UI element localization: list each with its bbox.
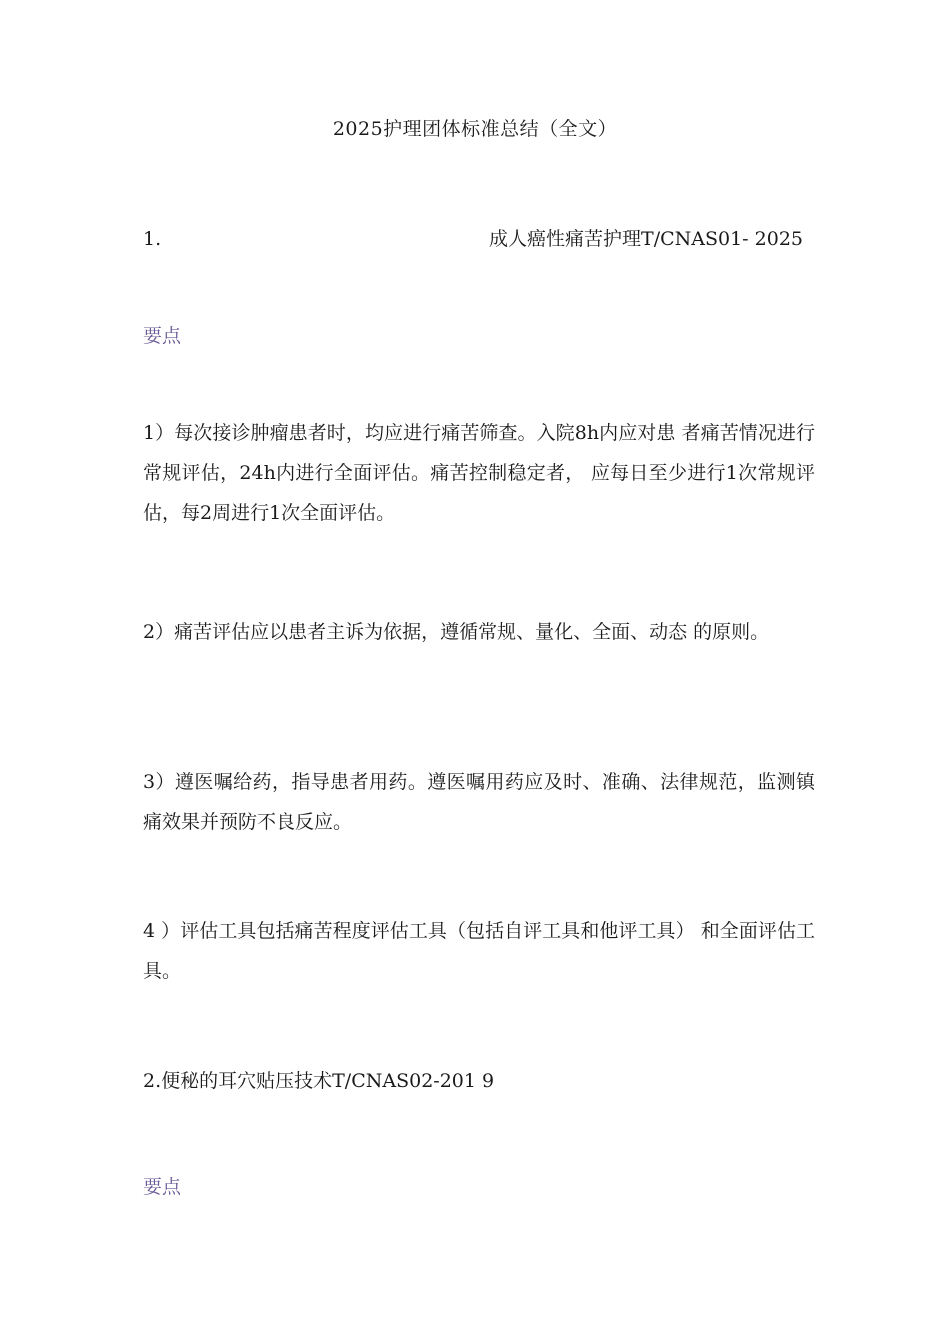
section-1-number: 1. xyxy=(143,228,162,250)
section-1-title: 成人癌性痛苦护理T/CNAS01- 2025 xyxy=(489,228,803,250)
section-1-point-3: 3）遵医嘱给药，指导患者用药。遵医嘱用药应及时、准确、法律规范，监测镇痛效果并预防不良反应。 xyxy=(143,771,815,833)
section-1-point-2: 2）痛苦评估应以患者主诉为依据，遵循常规、量化、全面、动态 的原则。 xyxy=(143,621,770,643)
section-2-title: 2.便秘的耳穴贴压技术T/CNAS02-201 9 xyxy=(143,1070,495,1092)
document-title: 2025护理团体标准总结（全文） xyxy=(332,118,618,140)
section-1-point-1: 1）每次接诊肿瘤患者时，均应进行痛苦筛查。入院8h内应对患 者痛苦情况进行常规评估，24h内进行全面评估。痛苦控制稳定者， 应每日至少进行1次常规评估，每2周进行1次全面评估。 xyxy=(143,422,815,524)
section-1-point-4: 4 ）评估工具包括痛苦程度评估工具（包括自评工具和他评工具） 和全面评估工具。 xyxy=(143,920,815,982)
section-2-key-points-label: 要点 xyxy=(143,1176,182,1198)
section-1-key-points-label: 要点 xyxy=(143,325,182,347)
